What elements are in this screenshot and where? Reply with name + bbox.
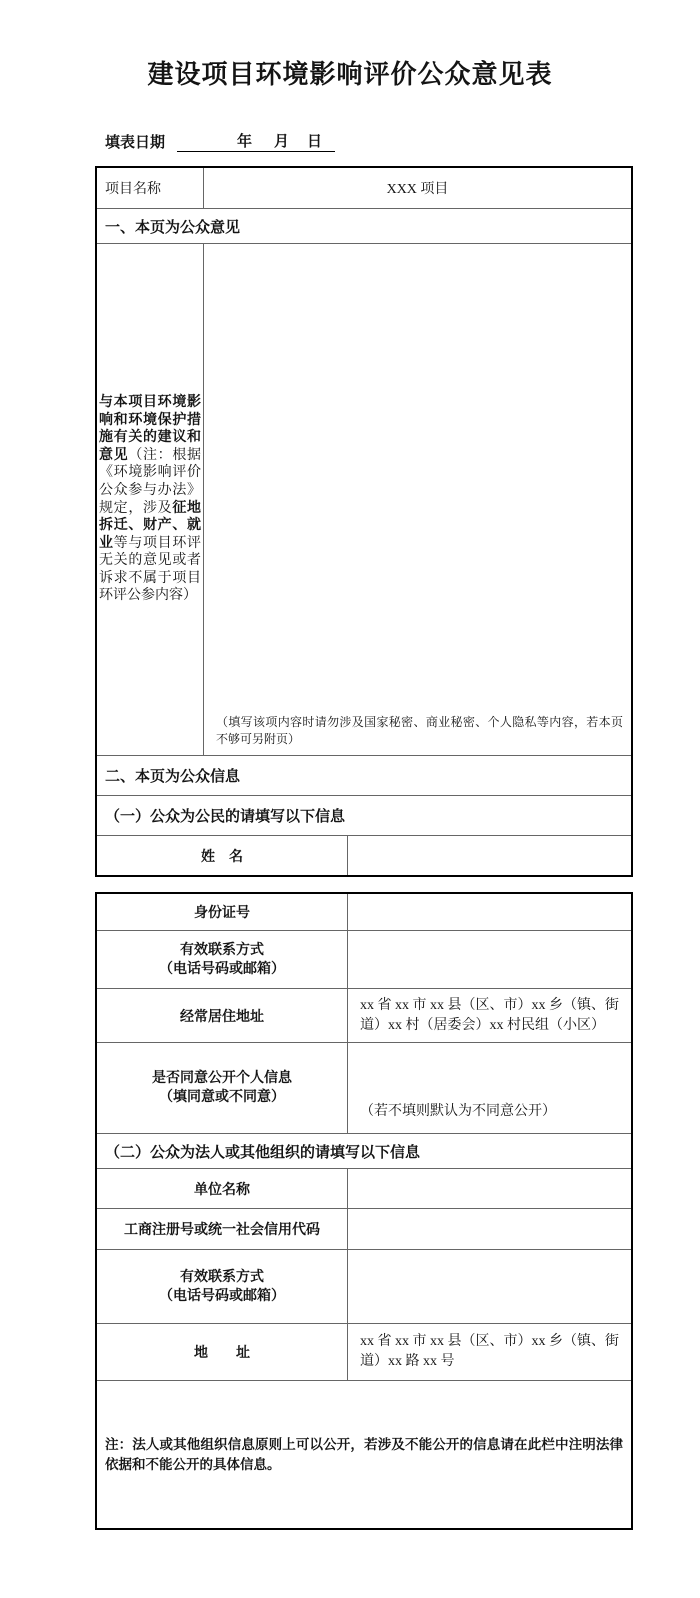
org-contact-value-cell[interactable] bbox=[347, 1250, 631, 1323]
consent-label-cell bbox=[97, 1043, 347, 1133]
page-title: 建设项目环境影响评价公众意见表 bbox=[147, 60, 553, 89]
citizen-contact-label: 有效联系方式 bbox=[180, 942, 264, 958]
date-day-label: 日 bbox=[307, 134, 323, 150]
form-table-page1 bbox=[95, 166, 633, 877]
registration-label: 工商注册号或统一社会信用代码 bbox=[124, 1223, 320, 1238]
fill-date-line bbox=[105, 130, 335, 152]
unit-name-label: 单位名称 bbox=[194, 1182, 250, 1198]
org-heading-row bbox=[97, 1133, 631, 1168]
citizen-section-heading: （一）公众为公民的请填写以下信息 bbox=[105, 809, 346, 825]
section2-heading-row bbox=[97, 755, 631, 795]
name-label: 姓 名 bbox=[201, 849, 243, 865]
id-number-row bbox=[97, 894, 631, 930]
form-table-page2 bbox=[95, 892, 633, 1530]
project-name-value[interactable]: XXX 项目 bbox=[203, 168, 631, 208]
opinion-label-bold-1: 与本项目环境影响和环境保护措施有关的建议和意见 bbox=[99, 394, 201, 463]
opinion-label-cell bbox=[97, 244, 203, 755]
org-section-heading: （二）公众为法人或其他组织的请填写以下信息 bbox=[105, 1144, 421, 1161]
section1-heading: 一、本页为公众意见 bbox=[105, 219, 241, 236]
opinion-label-bold-2: 征地拆迁、财产、就业 bbox=[99, 500, 202, 551]
fill-date-blank[interactable] bbox=[177, 130, 335, 152]
org-disclosure-note: 注：法人或其他组织信息原则上可以公开，若涉及不能公开的信息请在此栏中注明法律依据和不能公开的具体信息。 bbox=[105, 1436, 623, 1472]
org-contact-row bbox=[97, 1249, 631, 1323]
org-contact-label-cell bbox=[97, 1250, 347, 1323]
consent-value-cell[interactable] bbox=[347, 1043, 631, 1133]
residence-address-row bbox=[97, 988, 631, 1042]
opinion-input-area[interactable] bbox=[203, 244, 631, 755]
id-number-value-cell[interactable] bbox=[347, 894, 631, 930]
opinion-label-normal-1: （注：根据《环境影响评价公众参与办法》规定，涉及 bbox=[99, 447, 202, 516]
opinion-label-text bbox=[97, 394, 203, 605]
opinion-fill-note: （填写该项内容时请勿涉及国家秘密、商业秘密、个人隐私等内容，若本页不够可另附页） bbox=[216, 715, 623, 746]
opinion-row bbox=[97, 243, 631, 755]
residence-address-value[interactable]: xx 省 xx 市 xx 县（区、市）xx 乡（镇、街道）xx 村（居委会）xx 村民组（小区） bbox=[347, 989, 631, 1042]
citizen-heading-row bbox=[97, 795, 631, 835]
org-disclosure-note-row bbox=[97, 1380, 631, 1528]
citizen-contact-sub-label: （电话号码或邮箱） bbox=[159, 961, 285, 977]
consent-default-note: （若不填则默认为不同意公开） bbox=[360, 1104, 556, 1119]
citizen-contact-row bbox=[97, 930, 631, 988]
section2-heading: 二、本页为公众信息 bbox=[105, 769, 241, 785]
date-year-label: 年 bbox=[237, 134, 253, 150]
registration-row bbox=[97, 1208, 631, 1249]
org-contact-label: 有效联系方式 bbox=[180, 1269, 264, 1285]
unit-name-row bbox=[97, 1168, 631, 1208]
consent-sub-label: （填同意或不同意） bbox=[159, 1090, 285, 1105]
id-number-label: 身份证号 bbox=[194, 906, 250, 921]
org-contact-sub-label: （电话号码或邮箱） bbox=[159, 1288, 285, 1304]
org-address-row bbox=[97, 1323, 631, 1380]
project-name-label: 项目名称 bbox=[105, 182, 161, 197]
org-address-value[interactable]: xx 省 xx 市 xx 县（区、市）xx 乡（镇、街道）xx 路 xx 号 bbox=[347, 1324, 631, 1380]
date-month-label: 月 bbox=[274, 134, 290, 150]
registration-value-cell[interactable] bbox=[347, 1209, 631, 1249]
name-value-cell[interactable] bbox=[347, 836, 631, 875]
section1-heading-row bbox=[97, 208, 631, 243]
consent-row bbox=[97, 1042, 631, 1133]
citizen-contact-value-cell[interactable] bbox=[347, 931, 631, 988]
opinion-label-normal-2: 等与项目环评无关的意见或者诉求不属于项目环评公参内容） bbox=[99, 535, 202, 604]
project-name-row bbox=[97, 168, 631, 208]
consent-label: 是否同意公开个人信息 bbox=[152, 1071, 292, 1086]
unit-name-value-cell[interactable] bbox=[347, 1169, 631, 1208]
org-disclosure-note-cell[interactable] bbox=[97, 1381, 631, 1528]
org-address-label: 地 址 bbox=[194, 1346, 250, 1361]
citizen-contact-label-cell bbox=[97, 931, 347, 988]
name-row bbox=[97, 835, 631, 875]
residence-address-label: 经常居住地址 bbox=[180, 1009, 264, 1025]
fill-date-label: 填表日期 bbox=[105, 135, 166, 151]
